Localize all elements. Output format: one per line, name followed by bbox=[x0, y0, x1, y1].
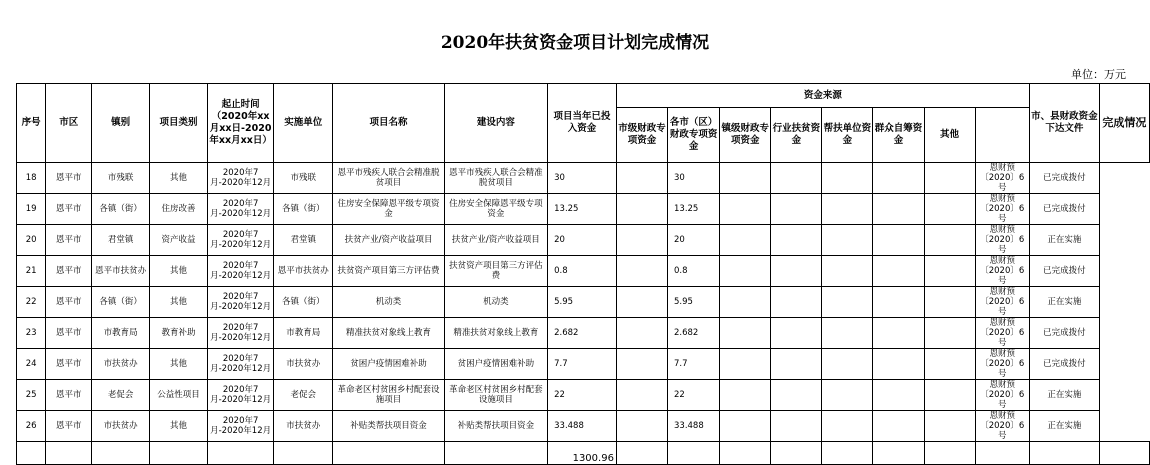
cell-fund-other bbox=[924, 318, 975, 349]
cell-fund-county: 22 bbox=[668, 380, 720, 411]
cell-fund-industry bbox=[771, 163, 822, 194]
cell-category: 其他 bbox=[149, 411, 207, 442]
cell-town: 老促会 bbox=[92, 380, 150, 411]
header-period: 起止时间（2020年xx月xx日-2020年xx月xx日） bbox=[208, 84, 274, 163]
cell-implementer: 市扶贫办 bbox=[274, 349, 333, 380]
cell-status: 正在实施 bbox=[1029, 380, 1099, 411]
cell-seq: 22 bbox=[17, 287, 46, 318]
cell-category: 其他 bbox=[149, 256, 207, 287]
cell-doc: 恩财预〔2020〕6号 bbox=[975, 163, 1029, 194]
cell-fund-town bbox=[720, 287, 771, 318]
cell-project-name: 恩平市残疾人联合会精准脱贫项目 bbox=[333, 163, 444, 194]
header-fund-industry: 行业扶贫资金 bbox=[771, 108, 822, 163]
cell-fund-city bbox=[616, 194, 667, 225]
cell-category: 教育补助 bbox=[149, 318, 207, 349]
cell-town: 各镇（街） bbox=[92, 194, 150, 225]
header-city: 市区 bbox=[46, 84, 92, 163]
cell-fund-unit bbox=[822, 225, 873, 256]
cell-status: 正在实施 bbox=[1029, 411, 1099, 442]
cell-doc: 恩财预〔2020〕6号 bbox=[975, 349, 1029, 380]
cell-invested: 2.682 bbox=[548, 318, 617, 349]
cell-fund-town bbox=[720, 256, 771, 287]
cell-invested: 5.95 bbox=[548, 287, 617, 318]
header-fund-social: 群众自筹资金 bbox=[873, 108, 924, 163]
cell-status: 正在实施 bbox=[1029, 225, 1099, 256]
header-town: 镇别 bbox=[92, 84, 150, 163]
table-row bbox=[17, 194, 1150, 225]
cell-invested: 33.488 bbox=[548, 411, 617, 442]
cell-content: 恩平市残疾人联合会精准脱贫项目 bbox=[444, 163, 548, 194]
cell-period: 2020年7月-2020年12月 bbox=[208, 318, 274, 349]
cell-fund-county: 30 bbox=[668, 163, 720, 194]
cell-town: 君堂镇 bbox=[92, 225, 150, 256]
cell-content: 补贴类帮扶项目资金 bbox=[444, 411, 548, 442]
header-funding-source: 资金来源 bbox=[616, 84, 1029, 108]
cell-fund-city bbox=[616, 287, 667, 318]
cell-city: 恩平市 bbox=[46, 225, 92, 256]
cell-town: 恩平市扶贫办 bbox=[92, 256, 150, 287]
cell-fund-town bbox=[720, 380, 771, 411]
cell-town: 市扶贫办 bbox=[92, 411, 150, 442]
cell-project-name: 革命老区村贫困乡村配套设施项目 bbox=[333, 380, 444, 411]
cell-fund-industry bbox=[771, 225, 822, 256]
cell-fund-other bbox=[924, 194, 975, 225]
header-status: 完成情况 bbox=[1099, 84, 1149, 163]
cell-town: 市扶贫办 bbox=[92, 349, 150, 380]
cell-fund-industry bbox=[771, 194, 822, 225]
cell-fund-unit bbox=[822, 380, 873, 411]
cell-doc: 恩财预〔2020〕6号 bbox=[975, 318, 1029, 349]
cell-status: 已完成拨付 bbox=[1029, 163, 1099, 194]
cell-fund-city bbox=[616, 411, 667, 442]
cell-fund-city bbox=[616, 380, 667, 411]
cell-doc: 恩财预〔2020〕6号 bbox=[975, 194, 1029, 225]
cell-fund-social bbox=[873, 380, 924, 411]
cell-fund-county: 0.8 bbox=[668, 256, 720, 287]
cell-fund-town bbox=[720, 349, 771, 380]
cell-project-name: 扶贫产业/资产收益项目 bbox=[333, 225, 444, 256]
cell-fund-industry bbox=[771, 318, 822, 349]
cell-implementer: 市残联 bbox=[274, 163, 333, 194]
cell-project-name: 贫困户疫情困难补助 bbox=[333, 349, 444, 380]
cell-fund-other bbox=[924, 256, 975, 287]
cell-fund-industry bbox=[771, 349, 822, 380]
cell-fund-town bbox=[720, 163, 771, 194]
cell-period: 2020年7月-2020年12月 bbox=[208, 225, 274, 256]
header-fund-town: 镇级财政专项资金 bbox=[720, 108, 771, 163]
page-title: 2020年扶贫资金项目计划完成情况 bbox=[440, 33, 710, 53]
cell-fund-social bbox=[873, 411, 924, 442]
cell-invested: 30 bbox=[548, 163, 617, 194]
cell-fund-county: 5.95 bbox=[668, 287, 720, 318]
cell-period: 2020年7月-2020年12月 bbox=[208, 349, 274, 380]
table-row bbox=[17, 225, 1150, 256]
cell-implementer: 市教育局 bbox=[274, 318, 333, 349]
header-content: 建设内容 bbox=[444, 84, 548, 163]
cell-fund-other bbox=[924, 287, 975, 318]
cell-fund-unit bbox=[822, 318, 873, 349]
cell-town: 市残联 bbox=[92, 163, 150, 194]
cell-content: 扶贫资产项目第三方评估费 bbox=[444, 256, 548, 287]
cell-implementer: 各镇（街） bbox=[274, 194, 333, 225]
cell-doc: 恩财预〔2020〕6号 bbox=[975, 380, 1029, 411]
cell-category: 其他 bbox=[149, 287, 207, 318]
header-fund-unit: 帮扶单位资金 bbox=[822, 108, 873, 163]
header-fund-city: 市级财政专项资金 bbox=[616, 108, 667, 163]
cell-fund-county: 2.682 bbox=[668, 318, 720, 349]
cell-content: 精准扶贫对象线上教育 bbox=[444, 318, 548, 349]
cell-fund-unit bbox=[822, 349, 873, 380]
table-row bbox=[17, 349, 1150, 380]
cell-project-name: 补贴类帮扶项目资金 bbox=[333, 411, 444, 442]
cell-fund-social bbox=[873, 225, 924, 256]
cell-invested: 13.25 bbox=[548, 194, 617, 225]
cell-fund-industry bbox=[771, 256, 822, 287]
cell-fund-town bbox=[720, 411, 771, 442]
cell-invested: 20 bbox=[548, 225, 617, 256]
header-fund-other: 其他 bbox=[924, 108, 975, 163]
cell-fund-town bbox=[720, 225, 771, 256]
cell-project-name: 住房安全保障恩平级专项资金 bbox=[333, 194, 444, 225]
cell-fund-city bbox=[616, 225, 667, 256]
header-project-name: 项目名称 bbox=[333, 84, 444, 163]
cell-category: 公益性项目 bbox=[149, 380, 207, 411]
cell-category: 其他 bbox=[149, 349, 207, 380]
cell-project-name: 扶贫资产项目第三方评估费 bbox=[333, 256, 444, 287]
cell-fund-social bbox=[873, 256, 924, 287]
cell-seq: 24 bbox=[17, 349, 46, 380]
cell-content: 住房安全保障恩平级专项资金 bbox=[444, 194, 548, 225]
header-category: 项目类别 bbox=[149, 84, 207, 163]
cell-status: 已完成拨付 bbox=[1029, 318, 1099, 349]
cell-fund-unit bbox=[822, 163, 873, 194]
cell-invested: 0.8 bbox=[548, 256, 617, 287]
cell-content: 扶贫产业/资产收益项目 bbox=[444, 225, 548, 256]
cell-fund-industry bbox=[771, 411, 822, 442]
cell-status: 已完成拨付 bbox=[1029, 194, 1099, 225]
cell-seq: 19 bbox=[17, 194, 46, 225]
cell-period: 2020年7月-2020年12月 bbox=[208, 380, 274, 411]
unit-label: 单位：万元 bbox=[1071, 68, 1126, 81]
table-row bbox=[17, 318, 1150, 349]
cell-city: 恩平市 bbox=[46, 318, 92, 349]
cell-category: 住房改善 bbox=[149, 194, 207, 225]
cell-fund-social bbox=[873, 349, 924, 380]
table-row bbox=[17, 256, 1150, 287]
cell-fund-social bbox=[873, 287, 924, 318]
table-body bbox=[17, 163, 1150, 442]
cell-period: 2020年7月-2020年12月 bbox=[208, 256, 274, 287]
total-invested: 1300.96 bbox=[548, 442, 617, 465]
table-row bbox=[17, 163, 1150, 194]
cell-doc: 恩财预〔2020〕6号 bbox=[975, 225, 1029, 256]
cell-fund-city bbox=[616, 349, 667, 380]
cell-city: 恩平市 bbox=[46, 163, 92, 194]
cell-town: 市教育局 bbox=[92, 318, 150, 349]
cell-status: 已完成拨付 bbox=[1029, 256, 1099, 287]
cell-fund-unit bbox=[822, 256, 873, 287]
cell-content: 贫困户疫情困难补助 bbox=[444, 349, 548, 380]
cell-seq: 18 bbox=[17, 163, 46, 194]
cell-fund-other bbox=[924, 411, 975, 442]
fund-plan-table bbox=[16, 83, 1150, 465]
cell-city: 恩平市 bbox=[46, 411, 92, 442]
cell-fund-town bbox=[720, 194, 771, 225]
cell-period: 2020年7月-2020年12月 bbox=[208, 411, 274, 442]
cell-implementer: 恩平市扶贫办 bbox=[274, 256, 333, 287]
header-seq: 序号 bbox=[17, 84, 46, 163]
cell-fund-unit bbox=[822, 411, 873, 442]
cell-implementer: 各镇（街） bbox=[274, 287, 333, 318]
cell-seq: 21 bbox=[17, 256, 46, 287]
table-row bbox=[17, 380, 1150, 411]
cell-seq: 26 bbox=[17, 411, 46, 442]
cell-project-name: 精准扶贫对象线上教育 bbox=[333, 318, 444, 349]
header-doc: 市、县财政资金下达文件 bbox=[1029, 84, 1099, 163]
cell-fund-county: 20 bbox=[668, 225, 720, 256]
cell-fund-social bbox=[873, 194, 924, 225]
cell-fund-industry bbox=[771, 287, 822, 318]
cell-project-name: 机动类 bbox=[333, 287, 444, 318]
header-fund-county: 各市（区）财政专项资金 bbox=[668, 108, 720, 163]
cell-town: 各镇（街） bbox=[92, 287, 150, 318]
cell-invested: 22 bbox=[548, 380, 617, 411]
cell-period: 2020年7月-2020年12月 bbox=[208, 287, 274, 318]
cell-doc: 恩财预〔2020〕6号 bbox=[975, 256, 1029, 287]
cell-seq: 20 bbox=[17, 225, 46, 256]
cell-implementer: 老促会 bbox=[274, 380, 333, 411]
cell-fund-county: 33.488 bbox=[668, 411, 720, 442]
cell-fund-other bbox=[924, 163, 975, 194]
cell-city: 恩平市 bbox=[46, 287, 92, 318]
cell-city: 恩平市 bbox=[46, 194, 92, 225]
cell-fund-industry bbox=[771, 380, 822, 411]
cell-fund-other bbox=[924, 380, 975, 411]
cell-seq: 23 bbox=[17, 318, 46, 349]
cell-content: 机动类 bbox=[444, 287, 548, 318]
cell-doc: 恩财预〔2020〕6号 bbox=[975, 411, 1029, 442]
cell-category: 资产收益 bbox=[149, 225, 207, 256]
header-invested: 项目当年已投入资金 bbox=[548, 84, 617, 163]
cell-content: 革命老区村贫困乡村配套设施项目 bbox=[444, 380, 548, 411]
cell-fund-city bbox=[616, 318, 667, 349]
cell-fund-social bbox=[873, 318, 924, 349]
cell-fund-county: 13.25 bbox=[668, 194, 720, 225]
cell-fund-town bbox=[720, 318, 771, 349]
cell-city: 恩平市 bbox=[46, 380, 92, 411]
cell-implementer: 市扶贫办 bbox=[274, 411, 333, 442]
cell-fund-city bbox=[616, 256, 667, 287]
cell-status: 已完成拨付 bbox=[1029, 349, 1099, 380]
cell-fund-social bbox=[873, 163, 924, 194]
cell-fund-unit bbox=[822, 287, 873, 318]
cell-fund-city bbox=[616, 163, 667, 194]
table-row bbox=[17, 411, 1150, 442]
cell-seq: 25 bbox=[17, 380, 46, 411]
cell-period: 2020年7月-2020年12月 bbox=[208, 163, 274, 194]
cell-implementer: 君堂镇 bbox=[274, 225, 333, 256]
cell-city: 恩平市 bbox=[46, 349, 92, 380]
cell-invested: 7.7 bbox=[548, 349, 617, 380]
cell-fund-other bbox=[924, 225, 975, 256]
cell-fund-county: 7.7 bbox=[668, 349, 720, 380]
cell-period: 2020年7月-2020年12月 bbox=[208, 194, 274, 225]
header-implementer: 实施单位 bbox=[274, 84, 333, 163]
cell-doc: 恩财预〔2020〕6号 bbox=[975, 287, 1029, 318]
cell-fund-unit bbox=[822, 194, 873, 225]
cell-city: 恩平市 bbox=[46, 256, 92, 287]
cell-status: 正在实施 bbox=[1029, 287, 1099, 318]
total-row bbox=[17, 442, 1150, 465]
table-row bbox=[17, 287, 1150, 318]
cell-fund-other bbox=[924, 349, 975, 380]
cell-category: 其他 bbox=[149, 163, 207, 194]
